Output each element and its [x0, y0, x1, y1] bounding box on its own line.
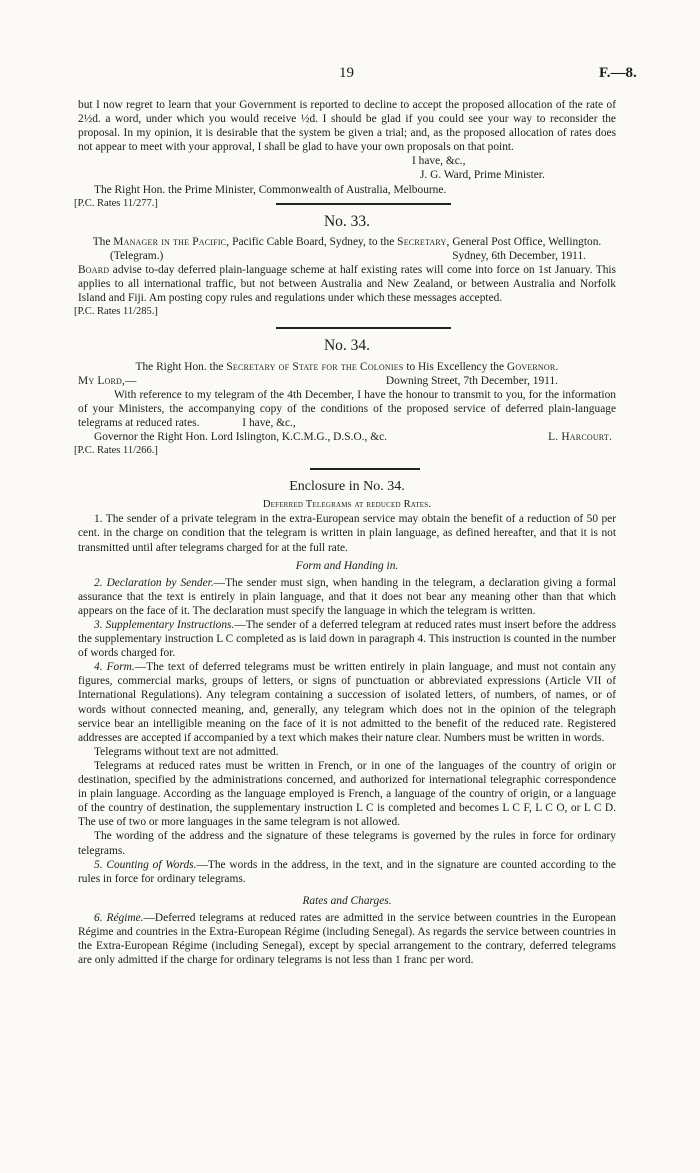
letter-signature: J. G. Ward, Prime Minister. [420, 169, 545, 182]
no33-dateline [78, 249, 616, 263]
letter-continuation: but I now regret to learn that your Government is reported to decline to accept the proposed allocation of the rate of 2½d. a word, under which you would receive ½d. I should be glad if you could see your way to reconsider the proposal. In my opinion, it is desirable that the system be given a trial; and, as the proposed allocation of rates does not appear to meet with your approval, I shall be glad to have your own proposals on that point. [78, 99, 616, 154]
letter-reference: [P.C. Rates 11/277.] [74, 197, 158, 209]
no33-telegram-text: Board advise to-day deferred plain-language scheme at half existing rates will come into force on 1st January. This applies to all international traffic, but not between Australia and New Zealand, or between Australia and Norfolk Island and Fiji. Am posting copy rules and regulations under which these messages accepted. [78, 264, 616, 305]
no33-reference: [P.C. Rates 11/285.] [74, 306, 158, 318]
enclosure-paragraph-3: 3. Supplementary Instructions.—The sender of a deferred telegram at reduced rates must insert before the address the supplementary instruction L C completed as is laid down in paragraph 4. This instruction is counted in the number of words charged for. [78, 619, 616, 660]
enclosure-paragraph-4d: The wording of the address and the signature of these telegrams is governed by the rules in force for ordinary telegrams. [78, 830, 616, 857]
no33-title: The Manager in the Pacific, Pacific Cable Board, Sydney, to the Secretary, General Post Office, Wellington. [92, 235, 602, 248]
no34-signature: L. Harcourt. [548, 430, 612, 443]
section-heading-no34: No. 34. [323, 337, 371, 355]
no34-place-date: Downing Street, 7th December, 1911. [385, 374, 558, 387]
no34-dateline [78, 374, 616, 388]
divider-rule [310, 468, 420, 470]
telegram-label: (Telegram.) [110, 249, 164, 262]
no34-title: The Right Hon. the Secretary of State for the Colonies to His Excellency the Governor. [135, 360, 559, 373]
no34-signoff [78, 430, 616, 444]
enclosure-paragraph-4: 4. Form.—The text of deferred telegrams must be written entirely in plain language, and must not contain any figures, commercial marks, groups of letters, or signs of punctuation or abbreviated expressions (Article VII of International Regulations). Any telegram containing a succession of isolated letters, of numbers, of names, or of words without connected meaning, and, generally, any telegram which does not in the opinion of the telegraph service bear an intelligible meaning on the face of it is not admitted to the benefit of the reduced rate. Registered addresses are accepted if accompanied by a text which makes their nature clear. Numbers must be written in words. [78, 661, 616, 744]
enclosure-paragraph-5: 5. Counting of Words.—The words in the address, in the text, and in the signature are counted according to the rules in force for ordinary telegrams. [78, 858, 616, 885]
letter-addressee: The Right Hon. the Prime Minister, Commonwealth of Australia, Melbourne. [94, 183, 447, 196]
enclosure-heading: Enclosure in No. 34. [289, 479, 405, 495]
enclosure-paragraph-6: 6. Régime.—Deferred telegrams at reduced rates are admitted in the service between countries in the European Régime and countries in the Extra-European Régime (including Senegal). As regards the service between countries in the Extra-European Régime (including Senegal), except by special arrangement to the contrary, deferred telegrams are only admitted if the charge for ordinary telegrams is not less than 1 franc per word. [78, 911, 616, 967]
page-number: 19 [339, 65, 354, 81]
section-rates-charges: Rates and Charges. [302, 894, 392, 907]
no33-place-date: Sydney, 6th December, 1911. [452, 249, 586, 262]
enclosure-paragraph-1: 1. The sender of a private telegram in the extra-European service may obtain the benefit of a reduction of 50 per cent. in the charge on condition that the telegram is written in plain language, as defined hereafter, and that it is not transmitted until after telegrams charged for at the full rate. [78, 513, 616, 554]
divider-rule [276, 203, 451, 205]
enclosure-paragraph-4b: Telegrams without text are not admitted. [94, 745, 279, 758]
document-code: F.—8. [599, 65, 637, 81]
no34-salutation: My Lord,— [78, 374, 137, 387]
section-form-handing-in: Form and Handing in. [295, 559, 399, 572]
enclosure-paragraph-4c: Telegrams at reduced rates must be written in French, or in one of the languages of the country of origin or destination, specified by the administrations concerned, and authorized for international telegraphic correspondence in plain language. According as the language employed is French, a language of the country of origin, or a language of the country of destination, the supplementary instruction L C is completed and becomes L C F, L C O, or L C D. The use of two or more languages in the same telegram is not allowed. [78, 759, 616, 829]
page-header [0, 66, 700, 84]
no34-reference: [P.C. Rates 11/266.] [74, 445, 158, 457]
enclosure-paragraph-2: 2. Declaration by Sender.—The sender must sign, when handing in the telegram, a declaration giving a formal assurance that the text is entirely in plain language, and that it does not bear any meaning other than that which appears on the face of it. The declaration must specify the language in which the telegram is written. [78, 576, 616, 617]
enclosure-subtitle: Deferred Telegrams at reduced Rates. [262, 499, 432, 511]
section-heading-no33: No. 33. [323, 212, 371, 230]
no34-addressee: Governor the Right Hon. Lord Islington, K.C.M.G., D.S.O., &c. [94, 430, 387, 443]
page-body [74, 98, 616, 967]
divider-rule [276, 327, 451, 329]
no34-letter-text: With reference to my telegram of the 4th December, I have the honour to transmit to you, for the information of your Ministers, the accompanying copy of the conditions of the proposed service of deferred plain-language telegrams at reduced rates. I have, &c., [78, 388, 616, 429]
letter-closing: I have, &c., [412, 155, 466, 168]
